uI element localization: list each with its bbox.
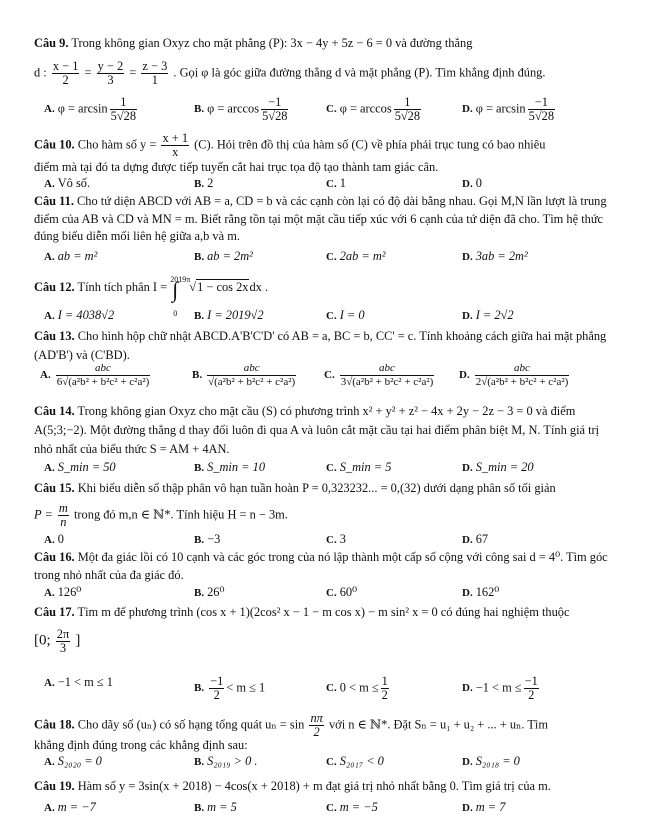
option-d[interactable]: D. S₂₀₁₈ = 0 xyxy=(462,754,520,768)
option-d[interactable]: D. φ = arcsin $\frac{-1}{5√28}$ xyxy=(462,95,555,123)
question-text: Trong không gian Oxyz cho mặt phẳng (P): 3x − 4y + 5z − 6 = 0 và đường thẳng xyxy=(71,36,473,50)
answer-options xyxy=(40,362,624,392)
option-d[interactable]: D. I = 2√2 xyxy=(462,308,514,322)
option-b[interactable]: B. ab = 2m² xyxy=(194,249,253,263)
option-d[interactable]: D. 3ab = 2m² xyxy=(462,249,528,263)
question-text: Cho dãy số (uₙ) có số hạng tổng quát uₙ = sin xyxy=(77,717,305,732)
option-a[interactable]: A. φ = arcsin $\frac{1}{5√28}$ xyxy=(44,95,137,123)
question-text: Tính tích phân I = xyxy=(77,280,168,294)
option-c[interactable]: C. 1 xyxy=(326,176,346,190)
question-label: Câu 18. xyxy=(34,717,75,732)
question-12: Câu 12. Tính tích phân I = 2019π ∫ 0 √1 − cos 2xdx . xyxy=(34,275,269,319)
question-text: . Gọi φ là góc giữa đường thẳng d và mặt phẳng (P). Tìm khẳng định đúng. xyxy=(173,65,546,80)
option-a[interactable]: A. I = 4038√2 xyxy=(44,308,115,322)
option-d[interactable]: D. 67 xyxy=(462,532,489,546)
option-c[interactable]: C. S_min = 5 xyxy=(326,460,392,474)
answer-options xyxy=(44,249,624,267)
fraction: $\frac{x - 1}{2}$ xyxy=(52,59,79,87)
question-text: (C). Hỏi trên đồ thị của hàm số (C) về phía phải trục tung có bao nhiêu xyxy=(194,137,546,152)
option-b[interactable]: B. 26⁰ xyxy=(194,585,225,599)
line-label: d : xyxy=(34,65,47,80)
option-b[interactable]: B. S_min = 10 xyxy=(194,460,266,474)
option-b[interactable]: B. $\frac{-1}{2}$ < m ≤ 1 xyxy=(194,674,266,702)
question-text: Một đa giác lồi có 10 cạnh và các góc trong của nó lập thành một cấp số cộng với công sai d = 4⁰. Tìm góc trong nhỏ nhất của đa giác đó. xyxy=(34,550,608,582)
answer-options xyxy=(44,754,624,772)
question-10 xyxy=(34,132,620,159)
option-d[interactable]: D. m = 7 xyxy=(462,800,506,814)
question-19 xyxy=(34,778,620,795)
question-label: Câu 9. xyxy=(34,36,69,50)
question-label: Câu 11. xyxy=(34,194,74,208)
option-d[interactable]: D. $\frac{\text{abc}}{\text{2√(a²b² + b²c² + c²a²)}}$ xyxy=(459,362,569,388)
option-c[interactable]: C. 3 xyxy=(326,532,346,546)
option-d[interactable]: D. S_min = 20 xyxy=(462,460,534,474)
fraction: $\frac{z - 3}{1}$ xyxy=(142,59,168,87)
option-a[interactable]: A. S₂₀₂₀ = 0 xyxy=(44,754,102,768)
question-label: Câu 17. xyxy=(34,605,75,619)
option-c[interactable]: C. $\frac{\text{abc}}{\text{3√(a²b² + b²c² + c²a²)}}$ xyxy=(324,362,434,388)
option-a[interactable]: A. 0 xyxy=(44,532,64,546)
integrand: 1 − cos 2x xyxy=(197,280,249,294)
fraction: $\frac{m}{n}$ xyxy=(58,501,68,529)
question-17 xyxy=(34,604,620,621)
fraction: $\frac{y - 2}{3}$ xyxy=(97,59,124,87)
question-text: Hàm số y = 3sin(x + 2018) − 4cos(x + 2018) + m đạt giá trị nhỏ nhất bằng 0. Tìm giá trị của m. xyxy=(77,779,551,793)
question-label: Câu 16. xyxy=(34,550,75,564)
option-b[interactable]: B. $\frac{\text{abc}}{\text{√(a²b² + b²c² + c²a²)}}$ xyxy=(192,362,296,388)
question-text: với n ∈ ℕ*. Đặt Sₙ = u₁ + u₂ + ... + uₙ. Tìm xyxy=(328,717,549,732)
question-label: Câu 19. xyxy=(34,779,75,793)
option-c[interactable]: C. S₂₀₁₇ < 0 xyxy=(326,754,384,768)
question-14 xyxy=(34,402,620,459)
option-a[interactable]: A. ab = m² xyxy=(44,249,98,263)
question-15 xyxy=(34,480,620,497)
question-text: Khi biểu diễn số thập phân vô hạn tuần hoàn P = 0,323232... = 0,(32) dưới dạng phân số tối giản xyxy=(77,481,556,495)
answer-options xyxy=(44,675,624,703)
option-d[interactable]: D. 0 xyxy=(462,176,482,190)
answer-options xyxy=(44,308,624,326)
option-a[interactable]: A. −1 < m ≤ 1 xyxy=(44,675,113,689)
fraction: $\frac{2\pi}{3}$ xyxy=(56,627,70,655)
question-text: điểm mà tại đó ta dựng được tiếp tuyến cắt hai trục tọa độ tạo thành tam giác cân. xyxy=(34,160,439,174)
question-text: Cho hình hộp chữ nhật ABCD.A'B'C'D' có AB = a, BC = b, CC' = c. Tính khoảng cách giữa hai mặt phẳng (AD'B') và (C'BD). xyxy=(34,329,607,362)
option-b[interactable]: B. m = 5 xyxy=(194,800,237,814)
option-c[interactable]: C. φ = arccos $\frac{1}{5√28}$ xyxy=(326,95,421,123)
option-c[interactable]: C. m = −5 xyxy=(326,800,378,814)
answer-options xyxy=(44,176,624,194)
option-c[interactable]: C. 0 < m ≤ $\frac{1}{2}$ xyxy=(326,674,388,702)
question-10-cont xyxy=(34,159,620,176)
question-text: Trong không gian Oxyz cho mặt cầu (S) có phương trình x² + y² + z² − 4x + 2y − 2z − 3 = 0 và điểm A(5;3;−2). Một đường thẳng d thay đổi luôn đi qua A và luôn cắt mặt cầu tại hai điểm phân biệt M, N. Tính giá trị nhỏ nhất của biểu thức S = AM + 4AN. xyxy=(34,404,600,456)
option-c[interactable]: C. I = 0 xyxy=(326,308,365,322)
question-9 xyxy=(34,35,620,52)
option-a[interactable]: A. 126⁰ xyxy=(44,585,82,599)
question-16 xyxy=(34,548,620,584)
option-b[interactable]: B. φ = arccos $\frac{-1}{5√28}$ xyxy=(194,95,288,123)
fraction: $\frac{x + 1}{x}$ xyxy=(162,131,189,159)
integral-sign: 2019π ∫ 0 xyxy=(170,275,191,319)
question-label: Câu 13. xyxy=(34,329,75,343)
option-b[interactable]: B. I = 2019√2 xyxy=(194,308,264,322)
question-label: Câu 14. xyxy=(34,404,75,418)
fraction: $\frac{n\pi}{2}$ xyxy=(310,711,323,739)
question-text: khẳng định đúng trong các khẳng định sau: xyxy=(34,738,248,752)
question-text: Cho tứ diện ABCD với AB = a, CD = b và các cạnh còn lại có độ dài bằng nhau. Gọi M,N lần lượt là trung điểm của AB và CD và MN = m. Biết rằng tồn tại một mặt cầu tiếp xúc với 6 cạnh của tứ diện đã cho. Tìm hệ thức đúng biểu diễn mối liên hệ giữa a,b và m. xyxy=(34,194,607,243)
question-17-interval: [0; $\frac{2\pi}{3}$ ] xyxy=(34,627,81,655)
answer-options xyxy=(44,584,624,602)
option-a[interactable]: A. S_min = 50 xyxy=(44,460,116,474)
answer-options xyxy=(44,95,624,123)
question-13 xyxy=(34,327,620,365)
answer-options xyxy=(44,800,624,818)
answer-options xyxy=(44,460,624,478)
option-b[interactable]: B. −3 xyxy=(194,532,221,546)
option-c[interactable]: C. 60⁰ xyxy=(326,585,358,599)
question-text: trong đó m,n ∈ ℕ*. Tính hiệu H = n − 3m. xyxy=(73,507,288,522)
option-d[interactable]: D. −1 < m ≤ $\frac{-1}{2}$ xyxy=(462,674,538,702)
option-a[interactable]: A. $\frac{\text{abc}}{\text{6√(a²b² + b²c² + c²a²)}}$ xyxy=(40,362,150,388)
option-a[interactable]: A. Vô số. xyxy=(44,176,91,190)
option-b[interactable]: B. 2 xyxy=(194,176,214,190)
option-d[interactable]: D. 162⁰ xyxy=(462,585,500,599)
question-15-cont: P = $\frac{m}{n}$ trong đó m,n ∈ ℕ*. Tính hiệu H = n − 3m. xyxy=(34,501,288,529)
question-text: Cho hàm số y = xyxy=(77,137,157,152)
question-label: Câu 10. xyxy=(34,137,75,152)
question-11 xyxy=(34,193,620,246)
question-18 xyxy=(34,712,620,739)
question-18-cont xyxy=(34,737,620,754)
option-c[interactable]: C. 2ab = m² xyxy=(326,249,386,263)
option-b[interactable]: B. S₂₀₁₉ > 0 . xyxy=(194,754,258,768)
question-label: Câu 12. xyxy=(34,280,75,294)
question-9-equation: d : $\frac{x - 1}{2}$ = $\frac{y - 2}{3}$ = $\frac{z - 3}{1}$ . Gọi φ là góc giữa đường thẳng d và mặt phẳng (P). Tìm khẳng định đúng. xyxy=(34,59,546,87)
question-label: Câu 15. xyxy=(34,481,75,495)
option-a[interactable]: A. m = −7 xyxy=(44,800,96,814)
question-text: Tìm m để phương trình (cos x + 1)(2cos² x − 1 − m cos x) − m sin² x = 0 có đúng hai nghiệm thuộc xyxy=(77,605,570,619)
